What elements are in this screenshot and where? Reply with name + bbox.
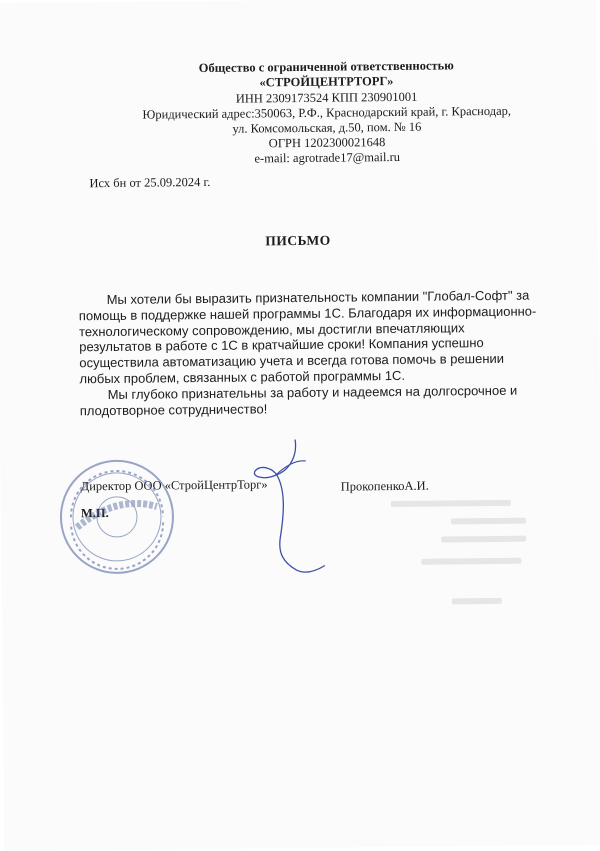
body-paragraph-2: Мы глубоко признательны за работу и надеемся на долгосрочное и плодотворное сотрудничество! (79, 382, 518, 418)
seal-mark-label: М.П. (80, 506, 109, 521)
body-paragraph-1: Мы хотели бы выразить признательность компании "Глобал-Софт" за помощь в поддержке нашей программы 1С. Благодаря их информационно-технологическому сопровождению, мы достигли впечатляющих результатов в работе с 1С в кратчайшие сроки! Компания успешно осуществила автоматизацию учета и всегда готова помочь в решении любых проблем, связанных с работой программы 1С. (78, 287, 537, 387)
letter-body (79, 287, 540, 418)
company-street-address: ул. Комсомольская, д.50, пом. № 16 (232, 119, 422, 136)
outgoing-reference: Исх бн от 25.09.2024 г. (89, 174, 211, 191)
signatory-position: Директор ООО «СтройЦентрТорг» (80, 477, 268, 494)
company-stamp-icon (56, 456, 177, 577)
company-name-brand: «СТРОЙЦЕНТРТОРГ» (259, 74, 394, 90)
handwritten-signature-icon (225, 430, 347, 581)
company-email: e-mail: agrotrade17@mail.ru (254, 149, 401, 166)
company-name-line: Общество с ограниченной ответственностью (198, 58, 454, 76)
letter-title: ПИСЬМО (265, 232, 331, 249)
company-ogrn: ОГРН 1202300021648 (268, 135, 386, 151)
company-inn-kpp: ИНН 2309173524 КПП 230901001 (235, 89, 418, 106)
company-legal-address: Юридический адрес:350063, Р.Ф., Краснодарский край, г. Краснодар, (142, 103, 512, 122)
signatory-name: ПрокопенкоА.И. (340, 478, 429, 494)
